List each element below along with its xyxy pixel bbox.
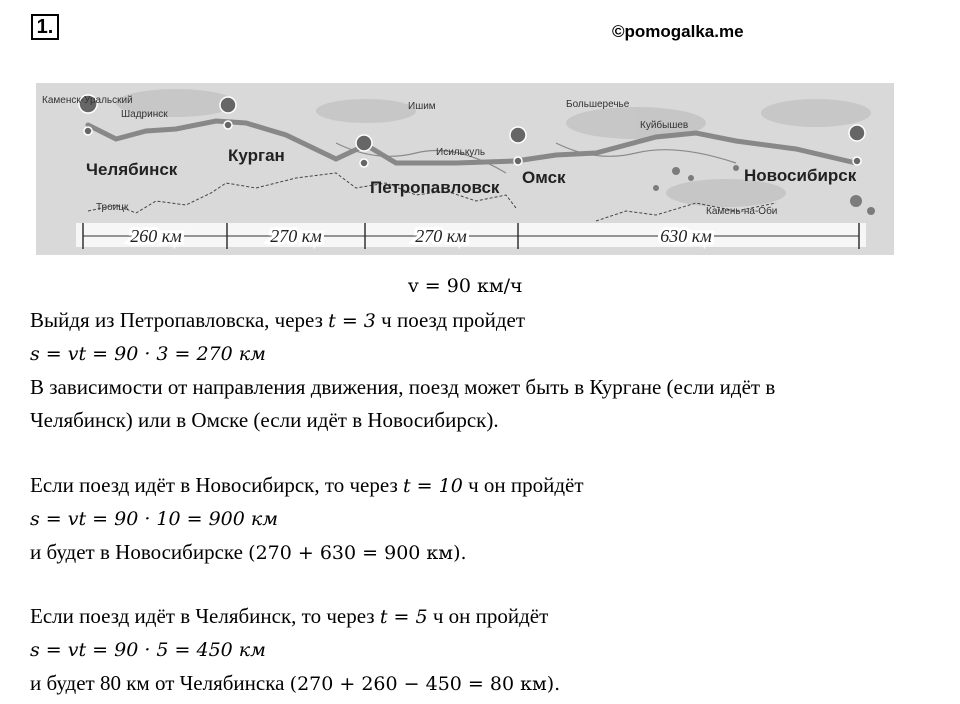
text-segment: ч он пройдёт: [462, 473, 584, 497]
formula-line-2: s = vt = 90 · 10 = 900 км: [30, 508, 278, 530]
city-kurgan: Курган: [228, 146, 285, 165]
distance-3: 270 км: [415, 226, 467, 246]
text-segment: и будет в Новосибирске: [30, 540, 249, 564]
distance-2: 270 км: [270, 226, 322, 246]
text-line-6: [30, 602, 548, 631]
text-line-7: [30, 669, 560, 698]
problem-number: 1.: [31, 14, 59, 40]
city-petropavlovsk: Петропавловск: [370, 178, 500, 197]
distance-1: 260 км: [130, 226, 182, 246]
text-line-4: [30, 471, 584, 500]
text-segment: Выйдя из Петропавловска, через: [30, 308, 329, 332]
map-label-bolsherechye: Большеречье: [566, 99, 630, 110]
city-omsk: Омск: [522, 168, 566, 187]
text-line-1: [30, 306, 525, 335]
text-line-2: В зависимости от направления движения, поезд может быть в Кургане (если идёт в: [30, 375, 776, 399]
speed-formula: v = 90 км/ч: [408, 275, 523, 297]
city-chelyabinsk: Челябинск: [86, 160, 178, 179]
math-inline: t = 3: [328, 310, 376, 332]
text-line-3: Челябинск) или в Омске (если идёт в Новосибирск).: [30, 408, 499, 432]
math-inline: t = 5: [379, 606, 428, 628]
math-inline: t = 10: [403, 475, 463, 497]
math-inline: (270 + 260 − 450 = 80 км).: [289, 673, 561, 695]
map-label-kuybyshev: Куйбышев: [640, 120, 689, 131]
formula-line-1: s = vt = 90 · 3 = 270 км: [30, 343, 266, 365]
map-label-kamensk: Каменск-Уральский: [42, 95, 133, 106]
route-map: [36, 83, 894, 255]
map-label-kamen: Камень-на-Оби: [706, 206, 778, 217]
copyright-label: ©pomogalka.me: [612, 22, 744, 41]
city-novosibirsk: Новосибирск: [744, 166, 857, 185]
distance-4: 630 км: [660, 226, 712, 246]
text-segment: ч поезд пройдет: [375, 308, 526, 332]
formula-line-3: s = vt = 90 · 5 = 450 км: [30, 639, 266, 661]
text-line-5: [30, 538, 467, 567]
map-label-ishim: Ишим: [408, 101, 436, 112]
text-segment: ч он пройдёт: [427, 604, 549, 628]
text-segment: и будет 80 км от Челябинска: [30, 671, 290, 695]
map-label-troitsk: Троицк: [96, 202, 129, 213]
text-segment: Если поезд идёт в Челябинск, то через: [30, 604, 380, 628]
map-label-isilkul: Исилькуль: [436, 147, 486, 158]
map-label-shadrinsk: Шадринск: [121, 109, 168, 120]
math-inline: (270 + 630 = 900 км).: [248, 542, 467, 564]
text-segment: Если поезд идёт в Новосибирск, то через: [30, 473, 403, 497]
